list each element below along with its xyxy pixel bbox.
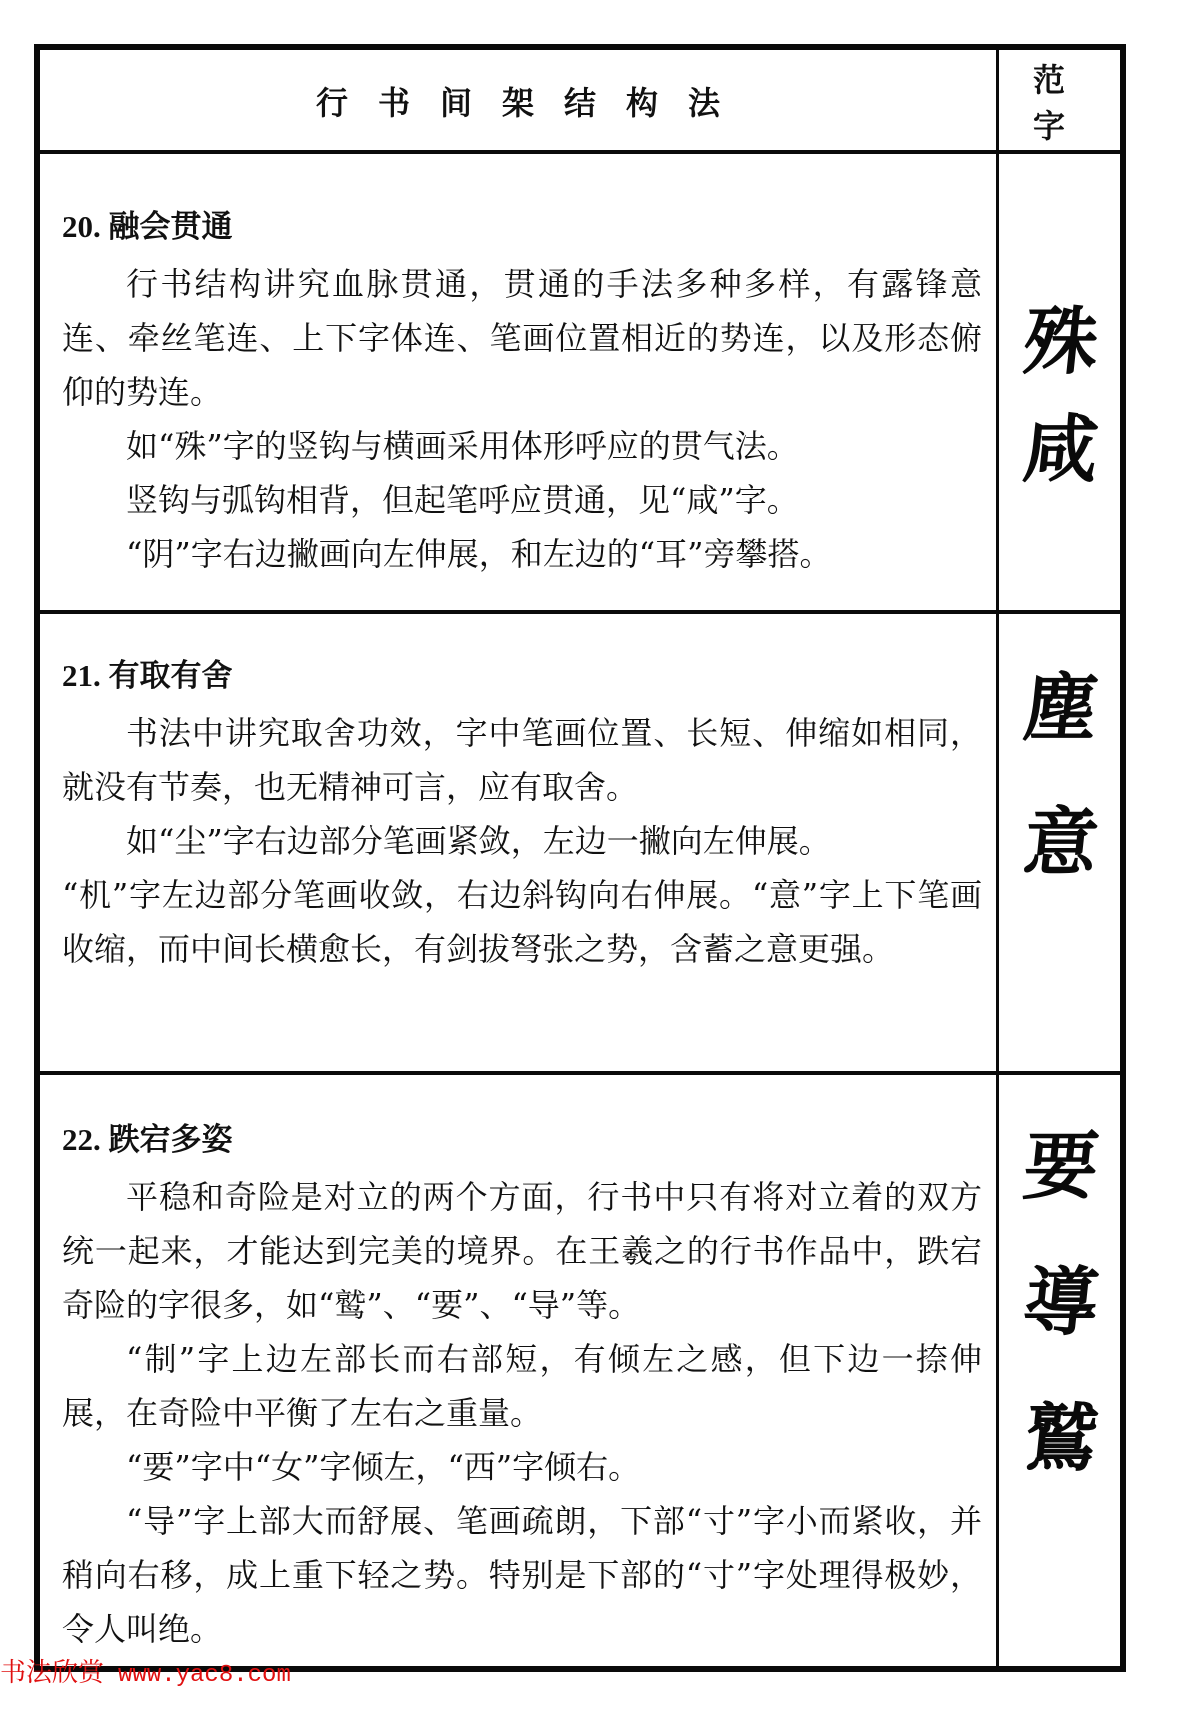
paragraph: “机”字左边部分笔画收敛，右边斜钩向右伸展。“意”字上下笔画收缩，而中间长横愈长，有剑拔弩张之势，含蓄之意更强。: [62, 876, 982, 968]
table-header-title: 行书间架结构法: [315, 83, 750, 122]
row-divider-2: [34, 1071, 1126, 1075]
sample-character: 意: [1018, 800, 1103, 886]
paragraph: “要”字中“女”字倾左，“西”字倾右。: [126, 1448, 641, 1486]
section-heading: 融会贯通: [108, 209, 233, 244]
section-heading: 有取有舍: [108, 658, 233, 693]
watermark-text: 书法欣赏: [0, 1658, 105, 1688]
sample-characters-22: [999, 1124, 1122, 1482]
watermark-url: www.yac8.com: [118, 1662, 291, 1689]
sample-characters-20: [999, 299, 1122, 493]
section-heading: 跌宕多姿: [108, 1122, 233, 1157]
section-number: 21.: [62, 658, 101, 693]
sample-character: 鷲: [1018, 1396, 1103, 1482]
paragraph: “导”字上部大而舒展、笔画疏朗，下部“寸”字小而紧收，并稍向右移，成上重下轻之势。特别是下部的“寸”字处理得极妙，令人叫绝。: [62, 1502, 982, 1648]
sample-character: 導: [1018, 1260, 1103, 1346]
watermark: [0, 1652, 291, 1689]
section-title: [62, 654, 982, 698]
paragraph: 书法中讲究取舍功效，字中笔画位置、长短、伸缩如相同，就没有节奏，也无精神可言，应有取舍。: [62, 714, 982, 806]
row-divider-1: [34, 610, 1126, 614]
sample-character: 殊: [1018, 299, 1103, 385]
sample-characters-21: [999, 666, 1122, 886]
paragraph: 如“殊”字的竖钩与横画采用体形呼应的贯气法。: [126, 427, 799, 465]
paragraph: 行书结构讲究血脉贯通，贯通的手法多种多样，有露锋意连、牵丝笔连、上下字体连、笔画位置相近的势连，以及形态俯仰的势连。: [62, 265, 982, 411]
section-title: [62, 205, 982, 249]
paragraph: “制”字上边左部长而右部短，有倾左之感，但下边一捺伸展，在奇险中平衡了左右之重量。: [62, 1340, 982, 1432]
section-22: [62, 1118, 982, 1656]
section-title: [62, 1118, 982, 1162]
sample-character: 要: [1018, 1124, 1103, 1210]
paragraph: 平稳和奇险是对立的两个方面，行书中只有将对立着的双方统一起来，才能达到完美的境界。在王羲之的行书作品中，跌宕奇险的字很多，如“鹫”、“要”、“导”等。: [62, 1178, 982, 1324]
paragraph: 竖钩与弧钩相背，但起笔呼应贯通，见“咸”字。: [126, 481, 799, 519]
section-number: 20.: [62, 209, 101, 244]
paragraph: “阴”字右边撇画向左伸展，和左边的“耳”旁攀搭。: [126, 535, 832, 573]
sample-character: 咸: [1018, 407, 1103, 493]
section-number: 22.: [62, 1122, 101, 1157]
table-header-sample-column: 范字: [1033, 60, 1100, 145]
paragraph: 如“尘”字右边部分笔画紧敛，左边一撇向左伸展。: [126, 822, 831, 860]
section-20: [62, 205, 982, 581]
sample-character: 塵: [1018, 666, 1103, 752]
section-21: [62, 654, 982, 976]
